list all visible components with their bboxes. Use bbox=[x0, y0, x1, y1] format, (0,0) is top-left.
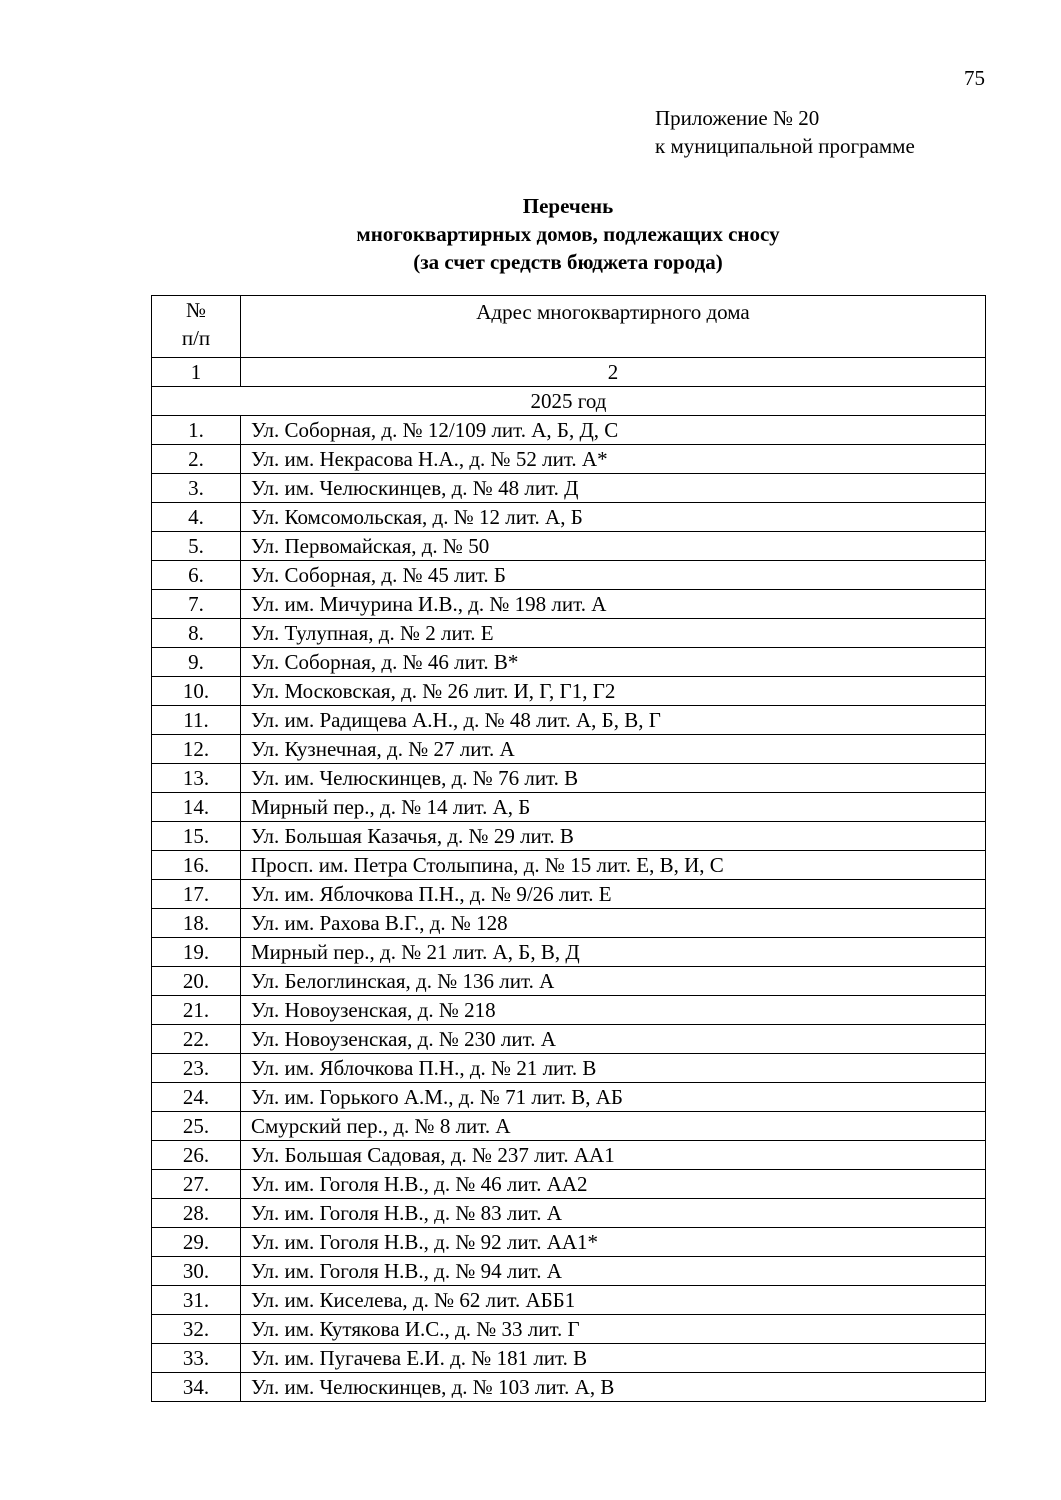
table-row bbox=[152, 938, 986, 967]
row-number: 17. bbox=[152, 880, 241, 909]
row-number: 5. bbox=[152, 532, 241, 561]
row-address: Ул. им. Гоголя Н.В., д. № 92 лит. АА1* bbox=[241, 1228, 986, 1257]
title-line-1: Перечень bbox=[522, 194, 614, 218]
row-address: Мирный пер., д. № 14 лит. А, Б bbox=[241, 793, 986, 822]
row-number: 15. bbox=[152, 822, 241, 851]
table-row bbox=[152, 677, 986, 706]
row-address: Ул. им. Рахова В.Г., д. № 128 bbox=[241, 909, 986, 938]
table-row bbox=[152, 851, 986, 880]
row-number: 12. bbox=[152, 735, 241, 764]
table-row bbox=[152, 1286, 986, 1315]
row-address: Ул. им. Некрасова Н.А., д. № 52 лит. А* bbox=[241, 445, 986, 474]
row-number: 18. bbox=[152, 909, 241, 938]
table-row bbox=[152, 416, 986, 445]
row-number: 4. bbox=[152, 503, 241, 532]
table-row bbox=[152, 880, 986, 909]
row-number: 14. bbox=[152, 793, 241, 822]
row-address: Просп. им. Петра Столыпина, д. № 15 лит. Е, В, И, С bbox=[241, 851, 986, 880]
row-address: Ул. им. Радищева А.Н., д. № 48 лит. А, Б, В, Г bbox=[241, 706, 986, 735]
row-address: Ул. Соборная, д. № 46 лит. В* bbox=[241, 648, 986, 677]
row-address: Ул. им. Мичурина И.В., д. № 198 лит. А bbox=[241, 590, 986, 619]
table-row bbox=[152, 1344, 986, 1373]
row-number: 28. bbox=[152, 1199, 241, 1228]
row-address: Смурский пер., д. № 8 лит. А bbox=[241, 1112, 986, 1141]
table-row bbox=[152, 1199, 986, 1228]
row-address: Ул. Большая Садовая, д. № 237 лит. АА1 bbox=[241, 1141, 986, 1170]
row-number: 21. bbox=[152, 996, 241, 1025]
row-number: 25. bbox=[152, 1112, 241, 1141]
row-address: Ул. им. Челюскинцев, д. № 103 лит. А, В bbox=[241, 1373, 986, 1402]
row-number: 19. bbox=[152, 938, 241, 967]
table-row bbox=[152, 822, 986, 851]
row-number: 3. bbox=[152, 474, 241, 503]
row-address: Ул. Соборная, д. № 45 лит. Б bbox=[241, 561, 986, 590]
table-row bbox=[152, 1054, 986, 1083]
table-row bbox=[152, 1257, 986, 1286]
table-row bbox=[152, 909, 986, 938]
row-address: Ул. Белоглинская, д. № 136 лит. А bbox=[241, 967, 986, 996]
row-address: Ул. Московская, д. № 26 лит. И, Г, Г1, Г2 bbox=[241, 677, 986, 706]
table-row bbox=[152, 503, 986, 532]
appendix-line-2: к муниципальной программе bbox=[655, 134, 915, 158]
row-number: 1. bbox=[152, 416, 241, 445]
row-address: Ул. Новоузенская, д. № 218 bbox=[241, 996, 986, 1025]
table-row bbox=[152, 445, 986, 474]
header-num-abbr: п/п bbox=[181, 326, 211, 350]
row-address: Ул. Первомайская, д. № 50 bbox=[241, 532, 986, 561]
table-row bbox=[152, 706, 986, 735]
table-row bbox=[152, 1083, 986, 1112]
row-address: Ул. им. Челюскинцев, д. № 48 лит. Д bbox=[241, 474, 986, 503]
row-address: Ул. им. Гоголя Н.В., д. № 83 лит. А bbox=[241, 1199, 986, 1228]
table-row bbox=[152, 619, 986, 648]
appendix-note bbox=[655, 104, 915, 160]
row-address: Ул. им. Кутякова И.С., д. № 33 лит. Г bbox=[241, 1315, 986, 1344]
row-number: 6. bbox=[152, 561, 241, 590]
table-row bbox=[152, 1228, 986, 1257]
table-row bbox=[152, 1373, 986, 1402]
column-number-row bbox=[152, 358, 986, 387]
row-address: Ул. Тулупная, д. № 2 лит. Е bbox=[241, 619, 986, 648]
row-address: Ул. Новоузенская, д. № 230 лит. А bbox=[241, 1025, 986, 1054]
buildings-table bbox=[151, 295, 986, 1402]
row-number: 11. bbox=[152, 706, 241, 735]
row-address: Ул. им. Горького А.М., д. № 71 лит. В, АБ bbox=[241, 1083, 986, 1112]
column-number-1: 1 bbox=[152, 358, 241, 387]
row-number: 23. bbox=[152, 1054, 241, 1083]
row-number: 9. bbox=[152, 648, 241, 677]
page-number: 75 bbox=[964, 66, 985, 90]
row-number: 7. bbox=[152, 590, 241, 619]
table-row bbox=[152, 474, 986, 503]
row-number: 22. bbox=[152, 1025, 241, 1054]
table-row bbox=[152, 996, 986, 1025]
table-row bbox=[152, 735, 986, 764]
table-header-row bbox=[152, 296, 986, 358]
table-row bbox=[152, 648, 986, 677]
row-number: 30. bbox=[152, 1257, 241, 1286]
table-row bbox=[152, 967, 986, 996]
table-row bbox=[152, 1141, 986, 1170]
header-num-cell bbox=[152, 296, 241, 358]
table-row bbox=[152, 1170, 986, 1199]
year-row bbox=[152, 387, 986, 416]
appendix-line-1: Приложение № 20 bbox=[655, 106, 820, 130]
document-title bbox=[150, 192, 986, 276]
row-address: Ул. им. Челюскинцев, д. № 76 лит. В bbox=[241, 764, 986, 793]
row-address: Ул. им. Гоголя Н.В., д. № 46 лит. АА2 bbox=[241, 1170, 986, 1199]
table-row bbox=[152, 764, 986, 793]
row-address: Ул. им. Киселева, д. № 62 лит. АББ1 bbox=[241, 1286, 986, 1315]
row-address: Ул. Кузнечная, д. № 27 лит. А bbox=[241, 735, 986, 764]
row-address: Ул. им. Яблочкова П.Н., д. № 21 лит. В bbox=[241, 1054, 986, 1083]
title-line-3: (за счет средств бюджета города) bbox=[413, 250, 723, 274]
table-row bbox=[152, 561, 986, 590]
row-number: 20. bbox=[152, 967, 241, 996]
row-number: 32. bbox=[152, 1315, 241, 1344]
table-row bbox=[152, 1025, 986, 1054]
table-row bbox=[152, 590, 986, 619]
row-number: 8. bbox=[152, 619, 241, 648]
row-address: Ул. Большая Казачья, д. № 29 лит. В bbox=[241, 822, 986, 851]
row-number: 16. bbox=[152, 851, 241, 880]
row-address: Ул. им. Гоголя Н.В., д. № 94 лит. А bbox=[241, 1257, 986, 1286]
table-row bbox=[152, 532, 986, 561]
table-row bbox=[152, 1315, 986, 1344]
header-address-cell: Адрес многоквартирного дома bbox=[241, 296, 986, 358]
year-label: 2025 год bbox=[152, 387, 986, 416]
row-number: 27. bbox=[152, 1170, 241, 1199]
row-address: Ул. им. Яблочкова П.Н., д. № 9/26 лит. Е bbox=[241, 880, 986, 909]
row-number: 29. bbox=[152, 1228, 241, 1257]
table-row bbox=[152, 793, 986, 822]
row-address: Мирный пер., д. № 21 лит. А, Б, В, Д bbox=[241, 938, 986, 967]
row-address: Ул. им. Пугачева Е.И. д. № 181 лит. В bbox=[241, 1344, 986, 1373]
column-number-2: 2 bbox=[241, 358, 986, 387]
title-line-2: многоквартирных домов, подлежащих сносу bbox=[356, 222, 780, 246]
row-number: 24. bbox=[152, 1083, 241, 1112]
table-row bbox=[152, 1112, 986, 1141]
row-number: 33. bbox=[152, 1344, 241, 1373]
header-num-symbol: № bbox=[185, 298, 207, 322]
row-number: 26. bbox=[152, 1141, 241, 1170]
row-number: 31. bbox=[152, 1286, 241, 1315]
row-address: Ул. Комсомольская, д. № 12 лит. А, Б bbox=[241, 503, 986, 532]
row-number: 2. bbox=[152, 445, 241, 474]
row-number: 13. bbox=[152, 764, 241, 793]
row-number: 34. bbox=[152, 1373, 241, 1402]
row-number: 10. bbox=[152, 677, 241, 706]
row-address: Ул. Соборная, д. № 12/109 лит. А, Б, Д, С bbox=[241, 416, 986, 445]
